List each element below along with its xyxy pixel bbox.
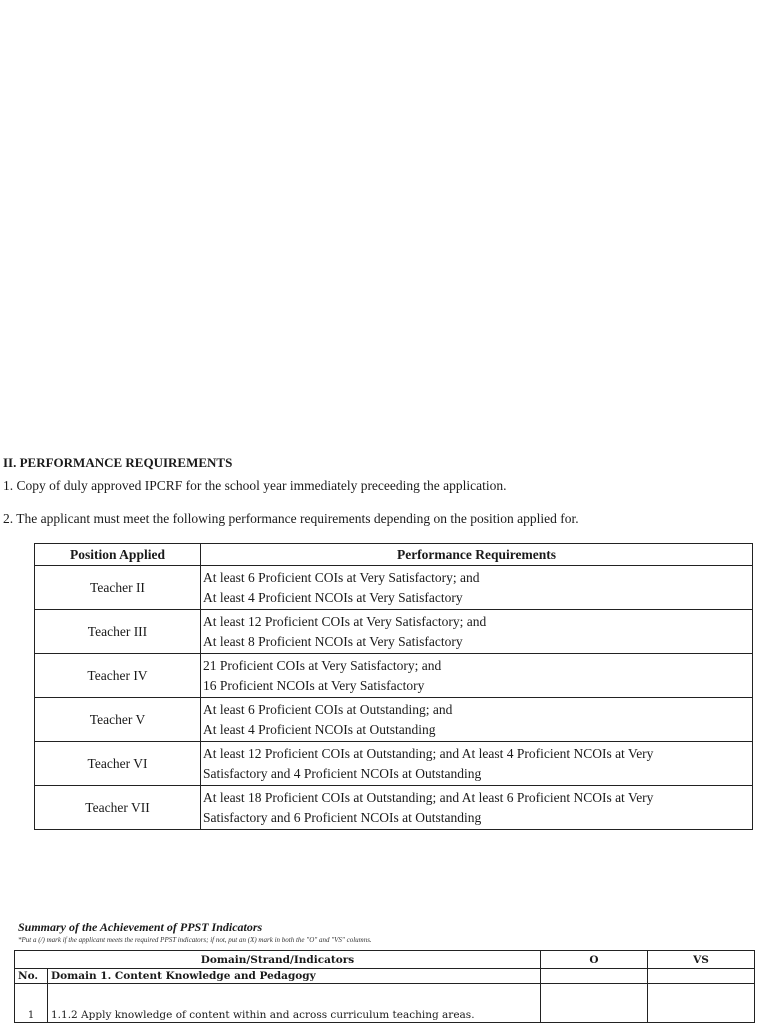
table-header-row xyxy=(35,544,753,566)
ppst-indicators-table xyxy=(14,950,755,1023)
requirement-line: At least 12 Proficient COIs at Outstanding; and At least 4 Proficient NCOIs at Very xyxy=(203,745,654,761)
section-title: II. PERFORMANCE REQUIREMENTS xyxy=(3,455,233,470)
position-cell: Teacher II xyxy=(35,566,201,610)
requirement-line: At least 8 Proficient NCOIs at Very Satisfactory xyxy=(203,633,463,649)
table-row xyxy=(35,654,753,698)
position-cell: Teacher IV xyxy=(35,654,201,698)
row-number: 1 xyxy=(15,984,48,1023)
requirements-cell xyxy=(201,654,753,698)
position-cell: Teacher VII xyxy=(35,786,201,830)
domain-row xyxy=(15,969,755,984)
indicator-text: 1.1.2 Apply knowledge of content within and across curriculum teaching areas. xyxy=(48,984,541,1023)
requirement-item-1: 1. Copy of duly approved IPCRF for the school year immediately preceeding the application. xyxy=(3,478,507,493)
table-row xyxy=(35,742,753,786)
table-row xyxy=(35,610,753,654)
header-performance-requirements: Performance Requirements xyxy=(201,544,753,566)
o-cell[interactable] xyxy=(541,984,648,1023)
requirement-line: Satisfactory and 4 Proficient NCOIs at Outstanding xyxy=(203,765,482,781)
requirements-cell xyxy=(201,742,753,786)
table-row xyxy=(35,786,753,830)
requirements-cell xyxy=(201,698,753,742)
requirement-line: At least 4 Proficient NCOIs at Very Satisfactory xyxy=(203,589,463,605)
requirements-cell xyxy=(201,566,753,610)
ppst-header-row xyxy=(15,951,755,969)
requirement-line: At least 12 Proficient COIs at Very Satisfactory; and xyxy=(203,613,487,629)
requirements-cell xyxy=(201,786,753,830)
requirement-line: 21 Proficient COIs at Very Satisfactory; and xyxy=(203,657,442,673)
table-row xyxy=(15,984,755,1023)
no-label: No. xyxy=(15,969,48,984)
position-cell: Teacher III xyxy=(35,610,201,654)
performance-requirements-table xyxy=(34,543,753,830)
requirement-line: At least 18 Proficient COIs at Outstanding; and At least 6 Proficient NCOIs at Very xyxy=(203,789,654,805)
header-o: O xyxy=(541,951,648,969)
header-position-applied: Position Applied xyxy=(35,544,201,566)
requirement-line: At least 6 Proficient COIs at Very Satisfactory; and xyxy=(203,569,480,585)
summary-note: *Put a (/) mark if the applicant meets the required PPST indicators; if not, put an (X) mark in both the "O" and "VS" columns. xyxy=(18,936,372,944)
vs-cell[interactable] xyxy=(648,969,755,984)
requirement-line: At least 4 Proficient NCOIs at Outstanding xyxy=(203,721,436,737)
table-row xyxy=(35,566,753,610)
header-vs: VS xyxy=(648,951,755,969)
table-row xyxy=(35,698,753,742)
header-indicators: Domain/Strand/Indicators xyxy=(15,951,541,969)
position-cell: Teacher VI xyxy=(35,742,201,786)
position-cell: Teacher V xyxy=(35,698,201,742)
domain-label: Domain 1. Content Knowledge and Pedagogy xyxy=(48,969,541,984)
o-cell[interactable] xyxy=(541,969,648,984)
requirements-cell xyxy=(201,610,753,654)
requirement-line: At least 6 Proficient COIs at Outstanding; and xyxy=(203,701,453,717)
vs-cell[interactable] xyxy=(648,984,755,1023)
requirement-line: Satisfactory and 6 Proficient NCOIs at Outstanding xyxy=(203,809,482,825)
requirement-item-2: 2. The applicant must meet the following performance requirements depending on the position applied for. xyxy=(3,511,579,526)
summary-title: Summary of the Achievement of PPST Indicators xyxy=(18,920,263,934)
requirement-line: 16 Proficient NCOIs at Very Satisfactory xyxy=(203,677,425,693)
